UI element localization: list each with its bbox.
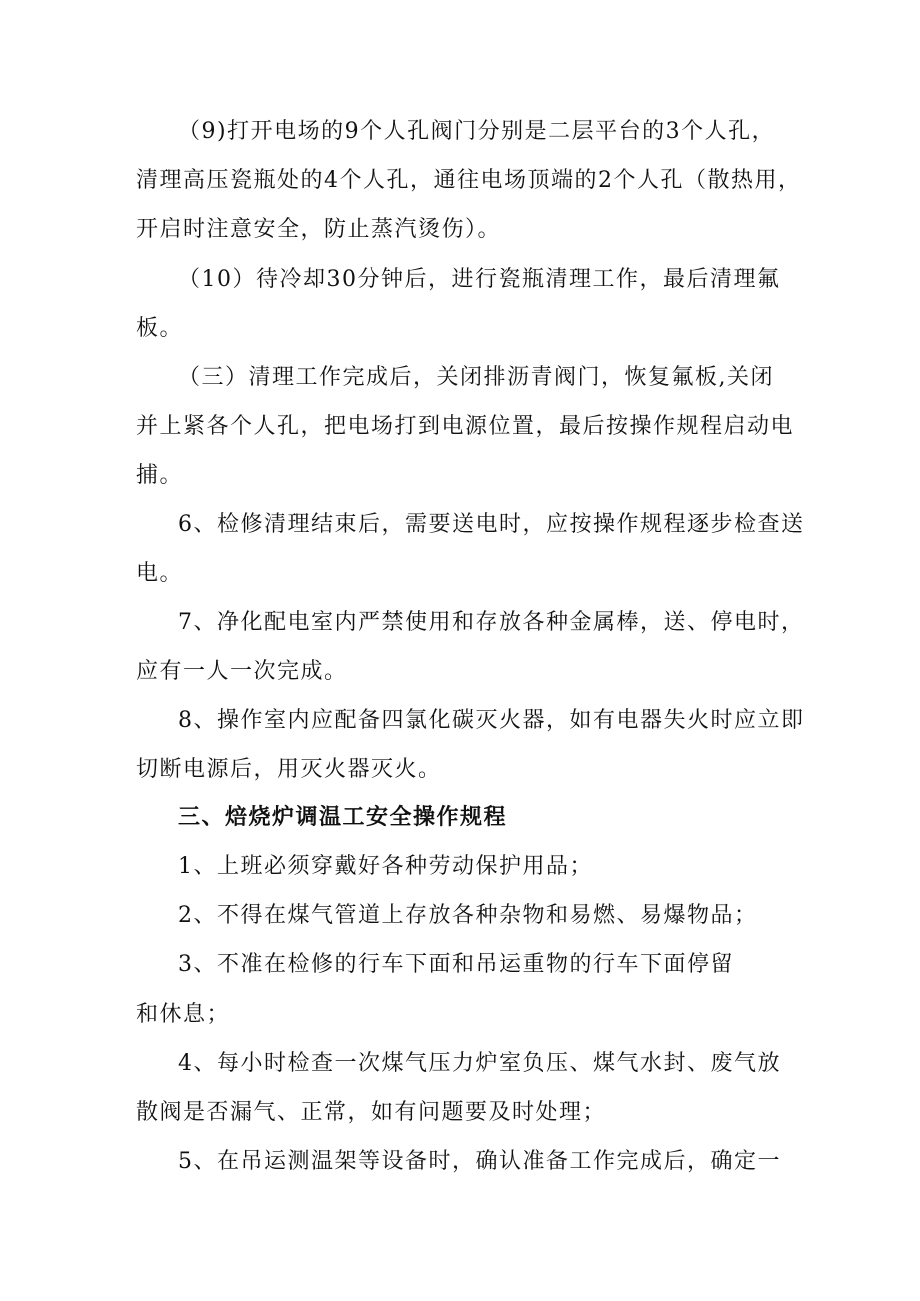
rule-4-line-2: 散阀是否漏气、正常，如有问题要及时处理； <box>136 1100 607 1125</box>
rule-1-line: 1、上班必须穿戴好各种劳动保护用品； <box>178 854 593 879</box>
rule-5-line-1: 5、在吊运测温架等设备时，确认准备工作完成后，确定一 <box>178 1149 781 1174</box>
paragraph-10-line-2: 板。 <box>136 316 184 341</box>
item-7-line-1: 7、净化配电室内严禁使用和存放各种金属棒，送、停电时， <box>178 610 805 635</box>
rule-2-line: 2、不得在煤气管道上存放各种杂物和易燃、易爆物品； <box>178 903 758 928</box>
item-8-line-1: 8、操作室内应配备四氯化碳灭火器，如有电器失火时应立即 <box>178 708 805 733</box>
rule-4-line-1: 4、每小时检查一次煤气压力炉室负压、煤气水封、废气放 <box>178 1051 781 1076</box>
rule-3-line-2: 和休息； <box>136 1002 231 1027</box>
paragraph-9-line-2: 清理高压瓷瓶处的4个人孔，通往电场顶端的2个人孔（散热用， <box>136 168 802 193</box>
paragraph-9-line-1: （9)打开电场的9个人孔阀门分别是二层平台的3个人孔， <box>178 119 776 144</box>
paragraph-3-line-1: （三）清理工作完成后，关闭排沥青阀门，恢复氟板,关闭 <box>178 365 774 390</box>
item-6-line-2: 电。 <box>136 561 184 586</box>
item-6-line-1: 6、检修清理结束后，需要送电时，应按操作规程逐步检查送 <box>178 512 805 537</box>
paragraph-3-line-3: 捕。 <box>136 463 184 488</box>
paragraph-9-line-3: 开启时注意安全，防止蒸汽烫伤）。 <box>136 217 502 242</box>
item-7-line-2: 应有一人一次完成。 <box>136 659 348 684</box>
item-8-line-2: 切断电源后，用灭火器灭火。 <box>136 757 442 782</box>
rule-3-line-1: 3、不准在检修的行车下面和吊运重物的行车下面停留 <box>178 952 734 977</box>
paragraph-10-line-1: （10）待冷却30分钟后，进行瓷瓶清理工作，最后清理氟 <box>178 267 781 292</box>
section-heading: 三、焙烧炉调温工安全操作规程 <box>178 805 508 830</box>
paragraph-3-line-2: 并上紧各个人孔，把电场打到电源位置，最后按操作规程启动电 <box>136 414 795 439</box>
